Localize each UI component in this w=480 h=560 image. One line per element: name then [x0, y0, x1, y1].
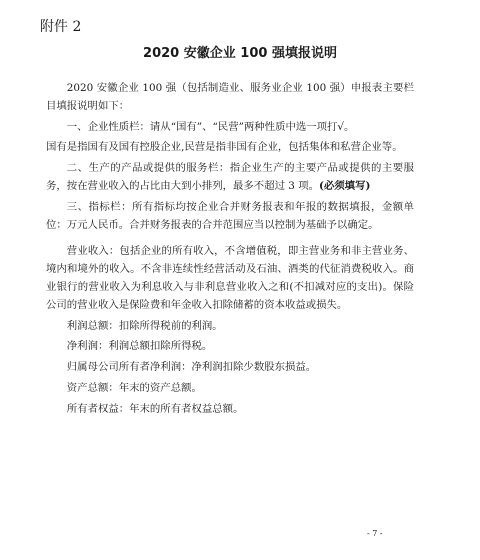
products-services-text: 二、生产的产品或提供的服务栏：指企业生产的主要产品或提供的主要服务，按在营业收入的占比由大到小排列，最多不超过 3 项。 [46, 162, 414, 192]
parent-net-profit-definition: 归属母公司所有者净利润：净利润扣除少数股东损益。 [66, 361, 317, 374]
revenue-definition: 营业收入：包括企业的所有收入，不含增值税，即主营业务和非主营业务、境内和境外的收入。不含非连续性经营活动及石油、酒类的代征消费税收入。商业银行的营业收入为利息收入与非利息营业收入之和(不扣减对应的支出)。保险公司的营业收入是保险费和年金收入扣除储蓄的资本收益或损失。 [46, 245, 414, 311]
enterprise-nature-item: 一、企业性质栏：请从“国有”、“民营”两种性质中选一项打√。 [66, 120, 355, 133]
products-services-item [46, 160, 414, 196]
document-body [46, 80, 414, 422]
total-profit-definition: 利润总额：扣除所得税前的利润。 [66, 319, 223, 332]
attachment-label: 附件 2 [40, 19, 82, 35]
document-title: 2020 安徽企业 100 强填报说明 [143, 46, 337, 61]
enterprise-nature-note: 国有是指国有及国有控股企业,民营是指非国有企业，包括集体和私营企业等。 [46, 141, 403, 154]
owners-equity-definition: 所有者权益：年末的所有者权益总额。 [66, 402, 244, 415]
required-note: (必须填写) [318, 179, 371, 192]
intro-paragraph: 2020 安徽企业 100 强（包括制造业、服务业企业 100 强）申报表主要栏目填报说明如下： [46, 82, 414, 112]
page-number: - 7 - [367, 529, 383, 538]
net-profit-definition: 净利润：利润总额扣除所得税。 [66, 340, 213, 353]
indicators-item: 三、指标栏：所有指标均按企业合并财务报表和年报的数据填报，金额单位：万元人民币。合并财务报表的合并范围应当以控制为基础予以确定。 [46, 200, 414, 231]
total-assets-definition: 资产总额：年末的资产总额。 [66, 381, 202, 394]
